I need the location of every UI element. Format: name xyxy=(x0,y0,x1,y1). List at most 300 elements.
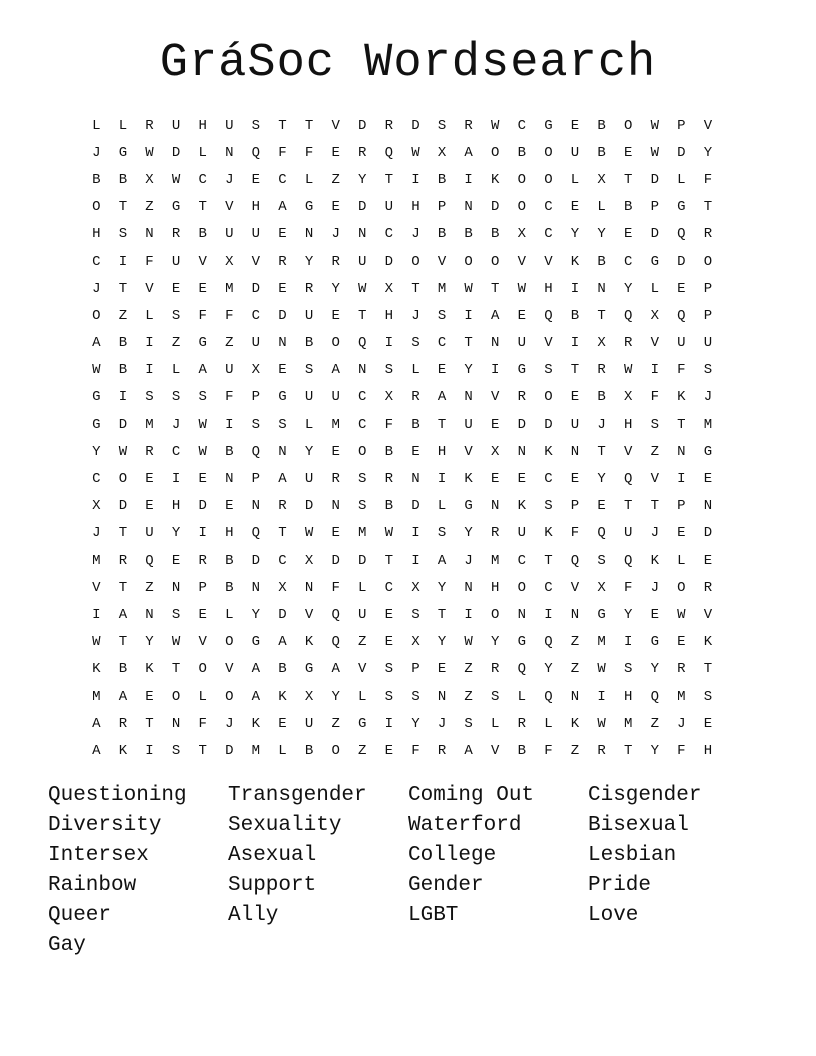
grid-letter[interactable]: Y xyxy=(437,579,447,596)
grid-letter[interactable]: L xyxy=(517,688,526,705)
grid-letter[interactable]: V xyxy=(544,335,553,352)
grid-letter[interactable]: N xyxy=(464,579,473,596)
grid-letter[interactable]: U xyxy=(464,416,473,433)
grid-letter[interactable]: L xyxy=(544,715,553,732)
grid-letter[interactable]: A xyxy=(118,606,128,623)
grid-letter[interactable]: V xyxy=(650,335,659,352)
grid-letter[interactable]: T xyxy=(118,525,128,542)
grid-letter[interactable]: L xyxy=(225,606,234,623)
grid-letter[interactable]: H xyxy=(437,443,447,460)
grid-letter[interactable]: G xyxy=(464,498,473,515)
grid-letter[interactable]: O xyxy=(358,443,367,460)
grid-letter[interactable]: D xyxy=(331,552,340,569)
grid-letter[interactable]: Y xyxy=(703,144,713,161)
grid-letter[interactable]: V xyxy=(92,579,101,596)
grid-letter[interactable]: Z xyxy=(331,171,340,188)
grid-letter[interactable]: K xyxy=(677,389,686,406)
grid-letter[interactable]: B xyxy=(92,171,101,188)
grid-letter[interactable]: C xyxy=(278,552,287,569)
grid-letter[interactable]: S xyxy=(544,362,553,379)
grid-letter[interactable]: U xyxy=(677,335,686,352)
grid-letter[interactable]: D xyxy=(491,199,500,216)
grid-letter[interactable]: E xyxy=(411,443,420,460)
grid-letter[interactable]: G xyxy=(92,416,101,433)
grid-letter[interactable]: C xyxy=(251,307,261,324)
grid-letter[interactable]: R xyxy=(278,253,287,270)
grid-letter[interactable]: R xyxy=(118,552,128,569)
grid-letter[interactable]: L xyxy=(677,552,686,569)
grid-letter[interactable]: N xyxy=(304,226,314,243)
grid-letter[interactable]: B xyxy=(491,226,500,243)
grid-letter[interactable]: T xyxy=(464,335,473,352)
grid-letter[interactable]: F xyxy=(278,144,287,161)
grid-letter[interactable]: U xyxy=(517,335,526,352)
grid-letter[interactable]: H xyxy=(544,280,553,297)
grid-letter[interactable]: Y xyxy=(544,661,553,678)
grid-letter[interactable]: E xyxy=(251,171,261,188)
grid-letter[interactable]: V xyxy=(251,253,261,270)
grid-letter[interactable]: C xyxy=(92,471,101,488)
grid-letter[interactable]: P xyxy=(411,661,420,678)
grid-letter[interactable]: Y xyxy=(331,688,340,705)
grid-letter[interactable]: G xyxy=(358,715,367,732)
grid-letter[interactable]: Y xyxy=(570,226,580,243)
grid-letter[interactable]: R xyxy=(145,443,154,460)
grid-letter[interactable]: X xyxy=(597,171,606,188)
grid-letter[interactable]: R xyxy=(384,117,394,134)
grid-letter[interactable]: G xyxy=(171,199,181,216)
grid-letter[interactable]: D xyxy=(650,226,659,243)
grid-letter[interactable]: S xyxy=(411,688,420,705)
grid-letter[interactable]: Q xyxy=(331,634,340,651)
grid-letter[interactable]: I xyxy=(384,335,394,352)
grid-letter[interactable]: K xyxy=(304,634,314,651)
grid-letter[interactable]: X xyxy=(597,335,606,352)
grid-letter[interactable]: C xyxy=(358,416,367,433)
grid-letter[interactable]: R xyxy=(703,579,713,596)
grid-letter[interactable]: E xyxy=(384,742,394,759)
grid-letter[interactable]: X xyxy=(411,634,420,651)
grid-letter[interactable]: E xyxy=(225,498,234,515)
grid-letter[interactable]: N xyxy=(358,362,367,379)
grid-letter[interactable]: Q xyxy=(570,552,580,569)
grid-letter[interactable]: V xyxy=(225,199,234,216)
grid-letter[interactable]: S xyxy=(411,606,420,623)
grid-letter[interactable]: W xyxy=(92,634,101,651)
grid-letter[interactable]: F xyxy=(304,144,314,161)
grid-letter[interactable]: P xyxy=(703,307,713,324)
grid-letter[interactable]: T xyxy=(118,280,128,297)
grid-letter[interactable]: O xyxy=(517,579,526,596)
grid-letter[interactable]: O xyxy=(331,335,340,352)
grid-letter[interactable]: T xyxy=(118,199,128,216)
grid-letter[interactable]: K xyxy=(544,525,553,542)
grid-letter[interactable]: S xyxy=(171,307,181,324)
grid-letter[interactable]: G xyxy=(198,335,207,352)
grid-letter[interactable]: Z xyxy=(171,335,181,352)
grid-letter[interactable]: E xyxy=(491,416,500,433)
grid-letter[interactable]: O xyxy=(544,389,553,406)
grid-letter[interactable]: A xyxy=(331,661,340,678)
grid-letter[interactable]: D xyxy=(544,416,553,433)
grid-letter[interactable]: M xyxy=(703,416,713,433)
grid-letter[interactable]: A xyxy=(118,688,128,705)
grid-letter[interactable]: S xyxy=(650,416,659,433)
grid-letter[interactable]: Q xyxy=(358,335,367,352)
grid-letter[interactable]: B xyxy=(464,226,473,243)
grid-letter[interactable]: B xyxy=(278,661,287,678)
grid-letter[interactable]: A xyxy=(437,389,447,406)
grid-letter[interactable]: T xyxy=(623,498,633,515)
grid-letter[interactable]: Z xyxy=(570,661,580,678)
grid-letter[interactable]: U xyxy=(225,226,234,243)
grid-letter[interactable]: B xyxy=(384,498,394,515)
grid-letter[interactable]: W xyxy=(118,443,128,460)
grid-letter[interactable]: M xyxy=(491,552,500,569)
grid-letter[interactable]: N xyxy=(304,579,314,596)
grid-letter[interactable]: Q xyxy=(331,606,340,623)
grid-letter[interactable]: P xyxy=(198,579,207,596)
grid-letter[interactable]: Q xyxy=(145,552,154,569)
grid-letter[interactable]: W xyxy=(597,715,606,732)
grid-letter[interactable]: G xyxy=(278,389,287,406)
grid-letter[interactable]: R xyxy=(703,226,713,243)
grid-letter[interactable]: F xyxy=(677,362,686,379)
grid-letter[interactable]: D xyxy=(171,144,181,161)
grid-letter[interactable]: G xyxy=(118,144,128,161)
grid-letter[interactable]: R xyxy=(304,280,314,297)
grid-letter[interactable]: I xyxy=(225,416,234,433)
grid-letter[interactable]: C xyxy=(437,335,447,352)
grid-letter[interactable]: J xyxy=(92,144,101,161)
grid-letter[interactable]: U xyxy=(171,117,181,134)
grid-letter[interactable]: F xyxy=(145,253,154,270)
grid-letter[interactable]: P xyxy=(570,498,580,515)
grid-letter[interactable]: U xyxy=(304,389,314,406)
grid-letter[interactable]: A xyxy=(491,307,500,324)
grid-letter[interactable]: U xyxy=(703,335,713,352)
grid-letter[interactable]: F xyxy=(198,307,207,324)
grid-letter[interactable]: E xyxy=(171,552,181,569)
grid-letter[interactable]: R xyxy=(411,389,420,406)
grid-letter[interactable]: J xyxy=(703,389,713,406)
grid-letter[interactable]: Q xyxy=(251,144,261,161)
grid-letter[interactable]: G xyxy=(304,661,314,678)
grid-letter[interactable]: T xyxy=(491,280,500,297)
grid-letter[interactable]: D xyxy=(225,742,234,759)
grid-letter[interactable]: C xyxy=(517,552,526,569)
grid-letter[interactable]: P xyxy=(677,117,686,134)
grid-letter[interactable]: V xyxy=(437,253,447,270)
grid-letter[interactable]: Y xyxy=(597,226,606,243)
grid-letter[interactable]: Y xyxy=(650,742,659,759)
grid-letter[interactable]: Q xyxy=(677,226,686,243)
grid-letter[interactable]: N xyxy=(251,579,261,596)
grid-letter[interactable]: K xyxy=(650,552,659,569)
grid-letter[interactable]: V xyxy=(331,117,340,134)
grid-letter[interactable]: N xyxy=(251,498,261,515)
grid-letter[interactable]: A xyxy=(331,362,340,379)
grid-letter[interactable]: V xyxy=(225,661,234,678)
grid-letter[interactable]: E xyxy=(145,498,154,515)
grid-letter[interactable]: S xyxy=(703,362,713,379)
grid-letter[interactable]: E xyxy=(437,362,447,379)
grid-letter[interactable]: T xyxy=(544,552,553,569)
grid-letter[interactable]: V xyxy=(703,606,713,623)
grid-letter[interactable]: B xyxy=(517,144,526,161)
grid-letter[interactable]: D xyxy=(358,117,367,134)
grid-letter[interactable]: N xyxy=(358,226,367,243)
grid-letter[interactable]: E xyxy=(198,471,207,488)
grid-letter[interactable]: N xyxy=(411,471,420,488)
grid-letter[interactable]: A xyxy=(92,335,101,352)
grid-letter[interactable]: T xyxy=(570,362,580,379)
grid-letter[interactable]: Q xyxy=(650,688,659,705)
grid-letter[interactable]: E xyxy=(331,144,340,161)
grid-letter[interactable]: L xyxy=(171,362,181,379)
grid-letter[interactable]: E xyxy=(384,606,394,623)
grid-letter[interactable]: T xyxy=(650,498,659,515)
grid-letter[interactable]: J xyxy=(225,171,234,188)
grid-letter[interactable]: D xyxy=(411,498,420,515)
grid-letter[interactable]: E xyxy=(570,199,580,216)
grid-letter[interactable]: W xyxy=(171,634,181,651)
grid-letter[interactable]: E xyxy=(650,606,659,623)
grid-letter[interactable]: A xyxy=(251,661,261,678)
grid-letter[interactable]: O xyxy=(92,199,101,216)
grid-letter[interactable]: N xyxy=(703,498,713,515)
grid-letter[interactable]: D xyxy=(118,498,128,515)
grid-letter[interactable]: Z xyxy=(225,335,234,352)
grid-letter[interactable]: E xyxy=(331,525,340,542)
grid-letter[interactable]: B xyxy=(437,226,447,243)
grid-letter[interactable]: O xyxy=(544,144,553,161)
grid-letter[interactable]: T xyxy=(597,307,606,324)
grid-letter[interactable]: N xyxy=(225,471,234,488)
grid-letter[interactable]: V xyxy=(145,280,154,297)
grid-letter[interactable]: N xyxy=(437,688,447,705)
grid-letter[interactable]: T xyxy=(358,307,367,324)
grid-letter[interactable]: O xyxy=(517,171,526,188)
grid-letter[interactable]: S xyxy=(145,389,154,406)
grid-letter[interactable]: V xyxy=(491,742,500,759)
grid-letter[interactable]: O xyxy=(92,307,101,324)
grid-letter[interactable]: U xyxy=(384,199,394,216)
grid-letter[interactable]: I xyxy=(677,471,686,488)
grid-letter[interactable]: Y xyxy=(464,362,473,379)
grid-letter[interactable]: P xyxy=(251,471,261,488)
grid-letter[interactable]: B xyxy=(411,416,420,433)
grid-letter[interactable]: H xyxy=(623,688,633,705)
grid-letter[interactable]: M xyxy=(145,416,154,433)
grid-letter[interactable]: J xyxy=(225,715,234,732)
grid-letter[interactable]: Z xyxy=(145,199,154,216)
grid-letter[interactable]: R xyxy=(384,471,394,488)
grid-letter[interactable]: Y xyxy=(251,606,261,623)
grid-letter[interactable]: H xyxy=(703,742,713,759)
grid-letter[interactable]: E xyxy=(145,471,154,488)
grid-letter[interactable]: I xyxy=(411,552,420,569)
grid-letter[interactable]: X xyxy=(92,498,101,515)
grid-letter[interactable]: Z xyxy=(358,634,367,651)
grid-letter[interactable]: J xyxy=(437,715,447,732)
grid-letter[interactable]: Z xyxy=(464,688,473,705)
grid-letter[interactable]: F xyxy=(384,416,394,433)
grid-letter[interactable]: A xyxy=(278,471,287,488)
grid-letter[interactable]: K xyxy=(118,742,128,759)
grid-letter[interactable]: L xyxy=(491,715,500,732)
grid-letter[interactable]: A xyxy=(92,715,101,732)
grid-letter[interactable]: A xyxy=(464,144,473,161)
grid-letter[interactable]: Y xyxy=(650,661,659,678)
grid-letter[interactable]: U xyxy=(623,525,633,542)
grid-letter[interactable]: T xyxy=(198,742,207,759)
grid-letter[interactable]: N xyxy=(464,199,473,216)
grid-letter[interactable]: E xyxy=(437,661,447,678)
grid-letter[interactable]: Z xyxy=(650,715,659,732)
grid-letter[interactable]: C xyxy=(92,253,101,270)
grid-letter[interactable]: P xyxy=(437,199,447,216)
grid-letter[interactable]: E xyxy=(384,634,394,651)
grid-letter[interactable]: Z xyxy=(570,742,580,759)
grid-letter[interactable]: O xyxy=(225,688,234,705)
grid-letter[interactable]: L xyxy=(570,171,580,188)
grid-letter[interactable]: V xyxy=(358,661,367,678)
grid-letter[interactable]: E xyxy=(597,498,606,515)
grid-letter[interactable]: W xyxy=(650,144,659,161)
grid-letter[interactable]: H xyxy=(491,579,500,596)
grid-letter[interactable]: S xyxy=(437,307,447,324)
grid-letter[interactable]: N xyxy=(145,226,154,243)
grid-letter[interactable]: R xyxy=(517,389,526,406)
grid-letter[interactable]: C xyxy=(544,226,553,243)
grid-letter[interactable]: J xyxy=(650,579,659,596)
grid-letter[interactable]: V xyxy=(464,443,473,460)
grid-letter[interactable]: A xyxy=(437,552,447,569)
grid-letter[interactable]: U xyxy=(570,416,580,433)
grid-letter[interactable]: P xyxy=(677,498,686,515)
grid-letter[interactable]: S xyxy=(437,525,447,542)
grid-letter[interactable]: G xyxy=(597,606,606,623)
grid-letter[interactable]: I xyxy=(384,715,394,732)
grid-letter[interactable]: E xyxy=(570,471,580,488)
grid-letter[interactable]: M xyxy=(677,688,686,705)
grid-letter[interactable]: L xyxy=(198,144,207,161)
grid-letter[interactable]: W xyxy=(464,634,473,651)
grid-letter[interactable]: I xyxy=(544,606,553,623)
grid-letter[interactable]: F xyxy=(225,307,234,324)
grid-letter[interactable]: B xyxy=(225,552,234,569)
grid-letter[interactable]: E xyxy=(171,280,181,297)
grid-letter[interactable]: Y xyxy=(92,443,101,460)
grid-letter[interactable]: B xyxy=(437,171,447,188)
grid-letter[interactable]: L xyxy=(92,117,101,134)
grid-letter[interactable]: Y xyxy=(437,634,447,651)
grid-letter[interactable]: R xyxy=(118,715,128,732)
grid-letter[interactable]: F xyxy=(650,389,659,406)
grid-letter[interactable]: H xyxy=(198,117,207,134)
grid-letter[interactable]: B xyxy=(304,335,314,352)
grid-letter[interactable]: I xyxy=(650,362,659,379)
grid-letter[interactable]: A xyxy=(464,742,473,759)
grid-letter[interactable]: K xyxy=(278,688,287,705)
grid-letter[interactable]: C xyxy=(358,389,367,406)
grid-letter[interactable]: E xyxy=(677,634,686,651)
grid-letter[interactable]: E xyxy=(703,471,713,488)
grid-letter[interactable]: G xyxy=(544,117,553,134)
grid-letter[interactable]: S xyxy=(251,117,261,134)
grid-letter[interactable]: S xyxy=(491,688,500,705)
grid-letter[interactable]: W xyxy=(464,280,473,297)
grid-letter[interactable]: L xyxy=(304,416,314,433)
grid-letter[interactable]: Q xyxy=(597,525,606,542)
grid-letter[interactable]: K xyxy=(517,498,526,515)
grid-letter[interactable]: O xyxy=(225,634,234,651)
grid-letter[interactable]: U xyxy=(570,144,580,161)
grid-letter[interactable]: I xyxy=(171,471,181,488)
grid-letter[interactable]: Y xyxy=(623,606,633,623)
grid-letter[interactable]: J xyxy=(92,525,101,542)
grid-letter[interactable]: M xyxy=(437,280,447,297)
grid-letter[interactable]: U xyxy=(517,525,526,542)
grid-letter[interactable]: R xyxy=(597,742,606,759)
grid-letter[interactable]: Y xyxy=(597,471,606,488)
grid-letter[interactable]: T xyxy=(384,552,394,569)
grid-letter[interactable]: Q xyxy=(544,634,553,651)
grid-letter[interactable]: W xyxy=(198,416,207,433)
grid-letter[interactable]: D xyxy=(358,552,367,569)
grid-letter[interactable]: G xyxy=(650,634,659,651)
grid-letter[interactable]: E xyxy=(331,199,340,216)
grid-letter[interactable]: B xyxy=(225,443,234,460)
grid-letter[interactable]: N xyxy=(597,280,606,297)
grid-letter[interactable]: E xyxy=(623,226,633,243)
grid-letter[interactable]: O xyxy=(623,117,633,134)
grid-letter[interactable]: O xyxy=(171,688,181,705)
grid-letter[interactable]: Q xyxy=(623,307,633,324)
grid-letter[interactable]: X xyxy=(597,579,606,596)
grid-letter[interactable]: X xyxy=(304,688,314,705)
grid-letter[interactable]: E xyxy=(278,226,287,243)
grid-letter[interactable]: E xyxy=(331,307,340,324)
grid-letter[interactable]: U xyxy=(225,117,234,134)
grid-letter[interactable]: R xyxy=(677,661,686,678)
grid-letter[interactable]: W xyxy=(411,144,420,161)
grid-letter[interactable]: V xyxy=(703,117,713,134)
grid-letter[interactable]: Z xyxy=(570,634,580,651)
grid-letter[interactable]: O xyxy=(491,253,500,270)
grid-letter[interactable]: E xyxy=(198,280,207,297)
grid-letter[interactable]: A xyxy=(251,688,261,705)
grid-letter[interactable]: L xyxy=(358,579,367,596)
grid-letter[interactable]: V xyxy=(491,389,500,406)
grid-letter[interactable]: B xyxy=(597,117,606,134)
grid-letter[interactable]: Y xyxy=(304,443,314,460)
grid-letter[interactable]: Q xyxy=(384,144,394,161)
grid-letter[interactable]: X xyxy=(384,280,394,297)
grid-letter[interactable]: Y xyxy=(491,634,500,651)
grid-letter[interactable]: U xyxy=(304,715,314,732)
grid-letter[interactable]: S xyxy=(358,471,367,488)
grid-letter[interactable]: T xyxy=(437,416,447,433)
grid-letter[interactable]: S xyxy=(437,117,447,134)
grid-letter[interactable]: X xyxy=(650,307,659,324)
grid-letter[interactable]: Q xyxy=(251,443,261,460)
grid-letter[interactable]: X xyxy=(225,253,234,270)
grid-letter[interactable]: M xyxy=(92,552,101,569)
grid-letter[interactable]: N xyxy=(491,335,500,352)
grid-letter[interactable]: X xyxy=(411,579,420,596)
